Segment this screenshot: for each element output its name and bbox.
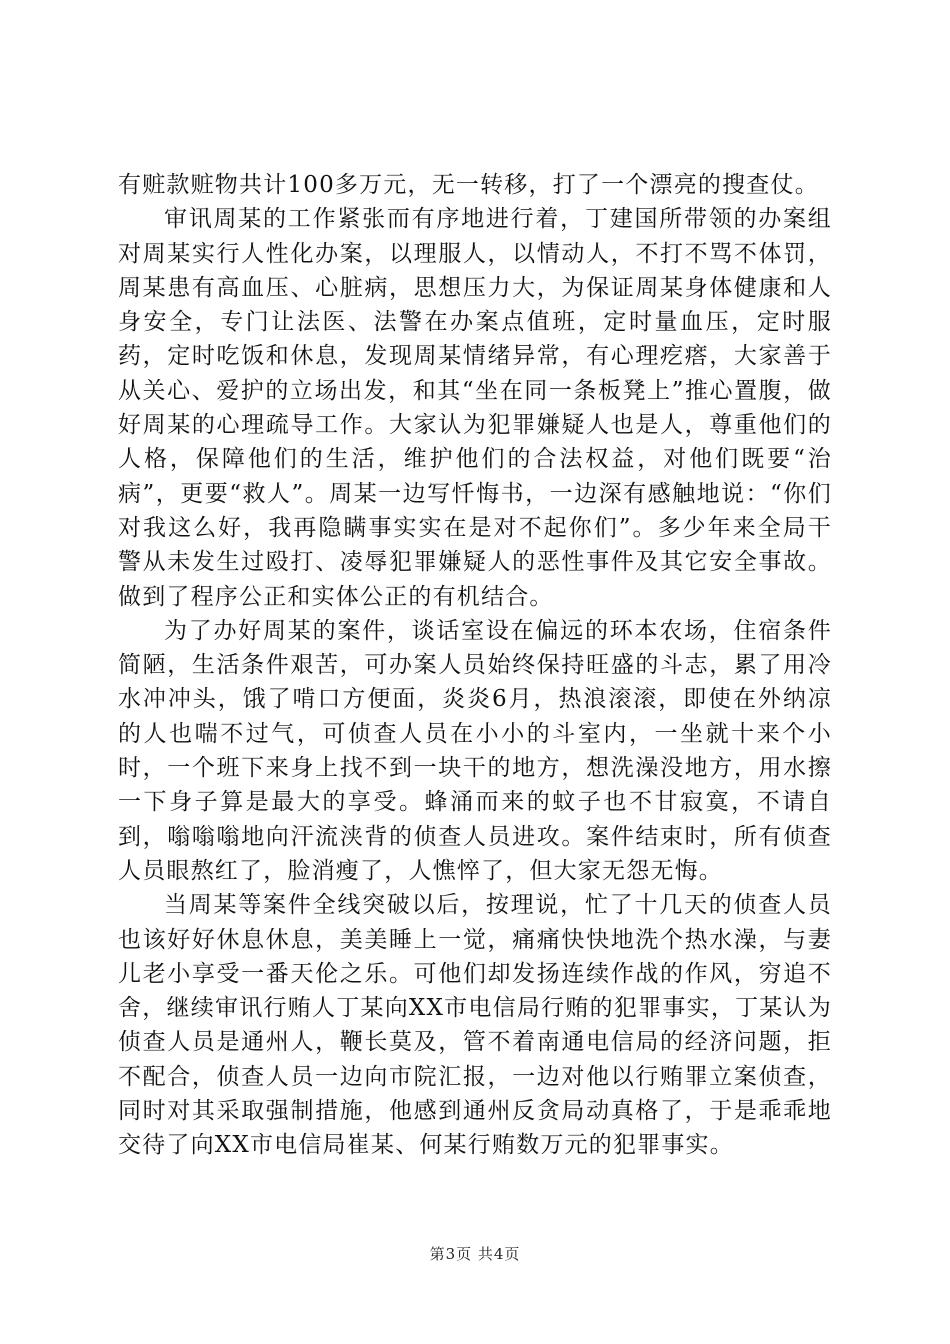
paragraph-1: 有赃款赃物共计100多万元，无一转移，打了一个漂亮的搜查仗。 [118,172,819,198]
paragraph-3: 为了办好周某的案件，谈话室设在偏远的环本农场，住宿条件简陋，生活条件艰苦，可办案人员始终保持旺盛的斗志，累了用冷水冲冲头，饿了啃口方便面，炎炎6月，热浪滚滚，即使在外纳凉的人也喘不过气，可侦查人员在小小的斗室内，一坐就十来个小时，一个班下来身上找不到一块干的地方，想洗澡没地方，用水擦一下身子算是最大的享受。蜂涌而来的蚊子也不甘寂寞，不请自到，嗡嗡嗡地向汗流浃背的侦查人员进攻。案件结束时，所有侦查人员眼熬红了，脸消瘦了，人憔悴了，但大家无怨无悔。 [118,617,832,884]
page-footer: 第3页 共4页 [429,1245,521,1263]
paragraph-4: 当周某等案件全线突破以后，按理说，忙了十几天的侦查人员也该好好休息休息，美美睡上一觉，痛痛快快地洗个热水澡，与妻儿老小享受一番天伦之乐。可他们却发扬连续作战的作风，穷追不舍，继续审讯行贿人丁某向XX市电信局行贿的犯罪事实，丁某认为侦查人员是通州人，鞭长莫及，管不着南通电信局的经济问题，拒不配合，侦查人员一边向市院汇报，一边对他以行贿罪立案侦查，同时对其采取强制措施，他感到通州反贪局动真格了，于是乖乖地交待了向XX市电信局崔某、何某行贿数万元的犯罪事实。 [118,892,832,1159]
paragraph-2: 审讯周某的工作紧张而有序地进行着，丁建国所带领的办案组对周某实行人性化办案，以理服人，以情动人，不打不骂不体罚，周某患有高血压、心脏病，思想压力大，为保证周某身体健康和人身安全，专门让法医、法警在办案点值班，定时量血压，定时服药，定时吃饭和休息，发现周某情绪异常，有心理疙瘩，大家善于从关心、爱护的立场出发，和其“坐在同一条板凳上”推心置腹，做好周某的心理疏导工作。大家认为犯罪嫌疑人也是人，尊重他们的人格，保障他们的生活，维护他们的合法权益，对他们既要“治病”，更要“救人”。周某一边写忏悔书，一边深有感触地说：“你们对我这么好，我再隐瞒事实实在是对不起你们”。多少年来全局干警从未发生过殴打、凌辱犯罪嫌疑人的恶性事件及其它安全事故。做到了程序公正和实体公正的有机结合。 [118,206,832,610]
document-body [118,168,832,1163]
